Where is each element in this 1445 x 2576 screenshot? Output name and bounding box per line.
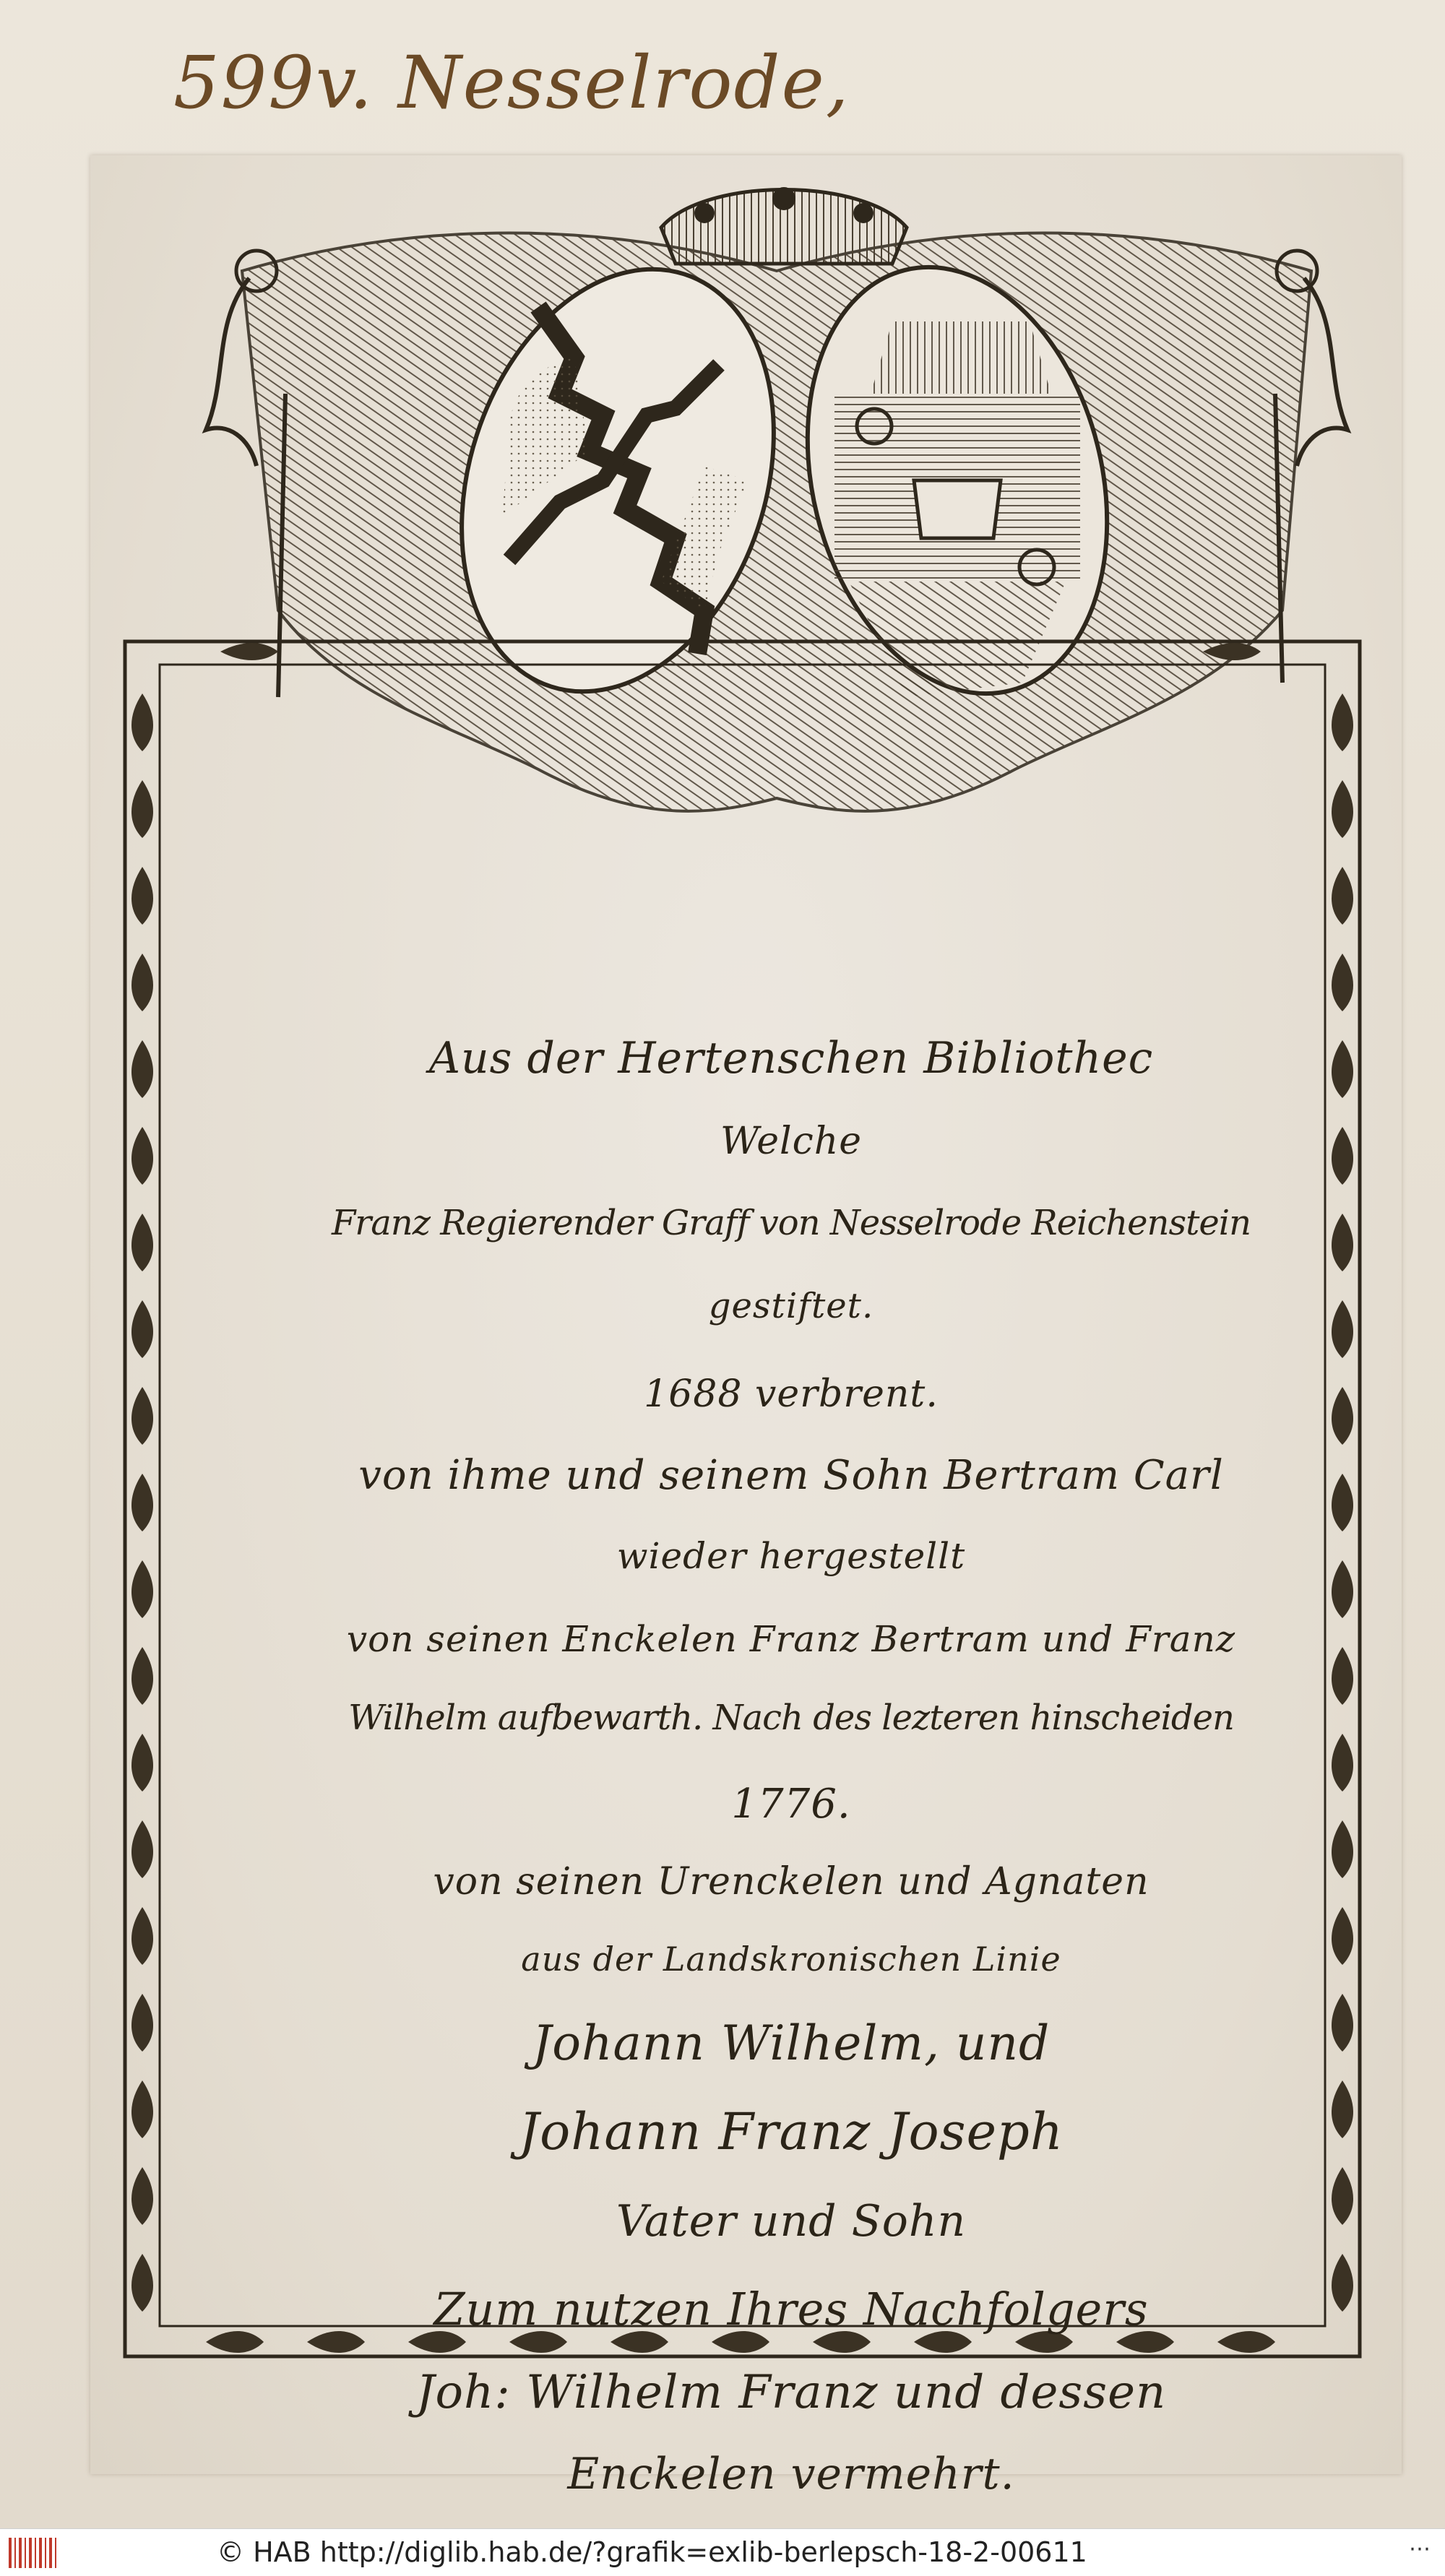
inscription-line: von seinen Urenckelen und Agnaten (433, 1860, 1149, 1903)
inscription-line: Aus der Hertenschen Bibliothec (428, 1033, 1154, 1084)
bookplate-sheet (90, 155, 1402, 2499)
handwritten-shelfmark: 599v. Nesselrode, (173, 40, 850, 125)
inscription-line: Wilhelm aufbewarth. Nach des lezteren hinscheiden (348, 1698, 1234, 1738)
copyright-caption: © HAB http://diglib.hab.de/?grafik=exlib-berlepsch-18-2-00611 (217, 2536, 1087, 2568)
bookplate-inscription (206, 881, 1376, 2499)
inscription-line: Franz Regierender Graff von Nesselrode Reichenstein (331, 1203, 1251, 1243)
barcode-icon (9, 2538, 58, 2568)
inscription-line: 1688 verbrent. (644, 1373, 939, 1416)
inscription-line: Enckelen vermehrt. (567, 2449, 1015, 2499)
inscription-line: 1776. (731, 1781, 851, 1828)
more-menu-icon[interactable]: ⋯ (1409, 2536, 1431, 2562)
inscription-line: Zum nutzen Ihres Nachfolgers (434, 2283, 1149, 2335)
inscription-line: Welche (720, 1120, 862, 1163)
inscription-line: aus der Landskronischen Linie (521, 1940, 1061, 1979)
inscription-line: Johann Franz Joseph (519, 2102, 1064, 2161)
inscription-line: wieder hergestellt (616, 1535, 966, 1577)
inscription-line: Johann Wilhelm, und (532, 2015, 1051, 2071)
inscription-line: Joh: Wilhelm Franz und dessen (415, 2366, 1167, 2419)
inscription-line: von ihme und seinem Sohn Bertram Carl (358, 1452, 1224, 1499)
inscription-line: Vater und Sohn (616, 2196, 967, 2247)
image-caption-bar (0, 2528, 1445, 2576)
inscription-line: gestiftet. (708, 1286, 874, 1326)
inscription-line: von seinen Enckelen Franz Bertram und Franz (346, 1618, 1236, 1660)
